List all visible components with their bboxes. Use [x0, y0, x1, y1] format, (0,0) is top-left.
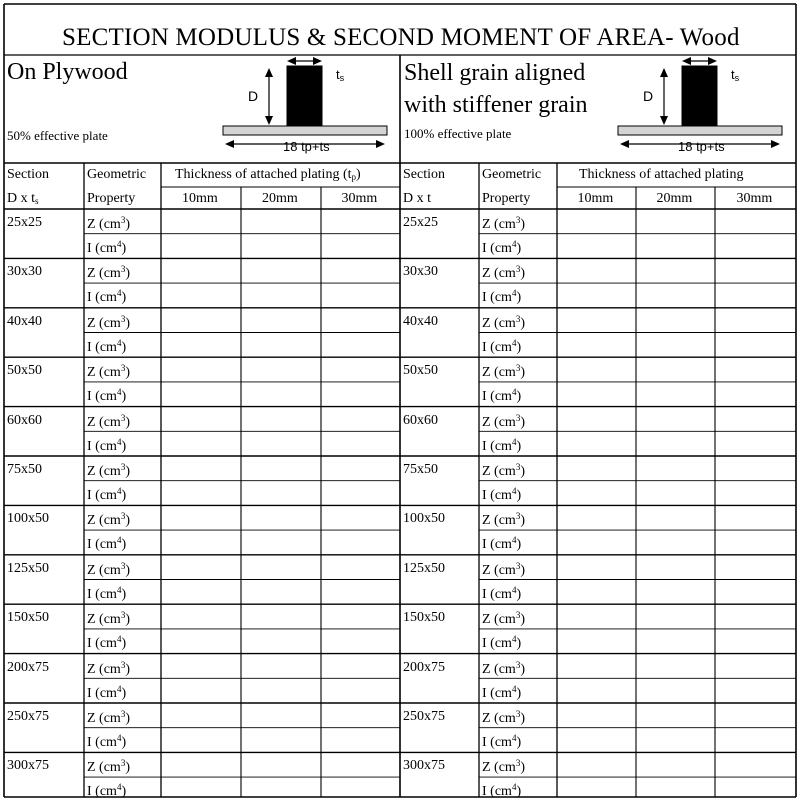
left-thickness-col-1: 10mm	[182, 191, 218, 206]
left-ts-arrow-left	[287, 57, 296, 65]
left-plate-shape	[223, 126, 387, 135]
left-section-label: 200x75	[7, 659, 49, 675]
right-property-z: Z $(cm^3)$	[482, 659, 525, 677]
right-property-z: Z $(cm^3)$	[482, 560, 525, 578]
right-property-z: Z $(cm^3)$	[482, 412, 525, 430]
left-section-label: 300x75	[7, 758, 49, 774]
right-property-i: I $(cm^4)$	[482, 486, 522, 503]
right-panel-heading-line2: with stiffener grain	[404, 92, 588, 118]
left-col-property-header-2: Property	[87, 191, 136, 206]
right-section-label: 300x75	[403, 758, 445, 774]
right-property-z: Z $(cm^3)$	[482, 363, 525, 381]
left-property-i: I $(cm^4)$	[87, 288, 127, 306]
left-section-label: 125x50	[7, 560, 49, 576]
right-width-label: 18 tp+ts	[678, 139, 725, 154]
right-property-i: I $(cm^4)$	[482, 733, 522, 750]
right-thickness-header: Thickness of attached plating	[579, 167, 744, 182]
left-width-label: 18 tp+ts	[283, 139, 330, 154]
left-stiffener-shape	[287, 66, 322, 126]
left-property-i: I $(cm^4)$	[87, 239, 127, 256]
right-thickness-col-2: 20mm	[656, 191, 693, 206]
left-property-i: I $(cm^4)$	[87, 584, 127, 602]
left-property-z: Z $(cm^3)$	[87, 462, 130, 479]
left-property-i: I $(cm^4)$	[87, 337, 127, 355]
right-width-arrow-right	[771, 140, 780, 148]
left-property-i: I $(cm^4)$	[87, 683, 127, 701]
left-col-section-header-2: D x $t_s$	[7, 191, 39, 206]
page-title: SECTION MODULUS & SECOND MOMENT OF AREA- Wood	[62, 24, 740, 51]
right-col-section-header-2: D x t	[403, 191, 431, 206]
right-thickness-col-3: 30mm	[736, 191, 773, 206]
left-section-label: 30x30	[7, 264, 42, 280]
left-property-i: I $(cm^4)$	[87, 782, 127, 800]
left-property-i: I $(cm^4)$	[87, 436, 127, 454]
left-thickness-col-3: 30mm	[341, 191, 378, 206]
left-property-z: Z $(cm^3)$	[87, 412, 130, 430]
left-width-arrow-right	[376, 140, 385, 148]
left-section-label: 40x40	[7, 313, 42, 329]
right-section-label: 100x50	[403, 511, 445, 527]
left-property-i: I $(cm^4)$	[87, 486, 127, 503]
right-section-label: 150x50	[403, 610, 445, 626]
right-property-i: I $(cm^4)$	[482, 683, 522, 701]
right-width-arrow-left	[620, 140, 629, 148]
left-property-i: I $(cm^4)$	[87, 634, 127, 652]
left-panel-heading: On Plywood	[7, 59, 128, 85]
right-depth-arrow-down	[660, 116, 668, 125]
right-property-z: Z $(cm^3)$	[482, 215, 525, 232]
right-section-label: 125x50	[403, 560, 445, 576]
right-stiffener-shape	[682, 66, 717, 126]
right-property-i: I $(cm^4)$	[482, 782, 522, 800]
left-property-z: Z $(cm^3)$	[87, 610, 130, 628]
left-section-label: 50x50	[7, 363, 42, 379]
left-property-i: I $(cm^4)$	[87, 535, 127, 553]
right-property-z: Z $(cm^3)$	[482, 264, 525, 282]
right-panel-heading-line1: Shell grain aligned	[404, 60, 586, 86]
left-section-label: 60x60	[7, 412, 42, 428]
left-width-arrow-left	[225, 140, 234, 148]
right-section-label: 75x50	[403, 462, 438, 477]
right-thickness-label: $t_s$	[731, 67, 740, 83]
left-section-label: 100x50	[7, 511, 49, 527]
right-property-z: Z $(cm^3)$	[482, 709, 525, 726]
left-property-i: I $(cm^4)$	[87, 387, 127, 405]
right-property-i: I $(cm^4)$	[482, 239, 522, 256]
right-effective-plate: 100% effective plate	[404, 126, 512, 141]
right-section-label: 30x30	[403, 264, 438, 280]
right-property-z: Z $(cm^3)$	[482, 462, 525, 479]
left-section-label: 75x50	[7, 462, 42, 477]
left-effective-plate: 50% effective plate	[7, 128, 108, 143]
left-ts-arrow-right	[313, 57, 322, 65]
right-property-i: I $(cm^4)$	[482, 584, 522, 602]
right-col-property-header-2: Property	[482, 191, 531, 206]
right-property-i: I $(cm^4)$	[482, 634, 522, 652]
left-section-label: 250x75	[7, 709, 49, 724]
left-section-label: 25x25	[7, 215, 42, 230]
left-property-i: I $(cm^4)$	[87, 733, 127, 750]
left-property-z: Z $(cm^3)$	[87, 560, 130, 578]
right-depth-arrow-up	[660, 68, 668, 77]
right-section-label: 25x25	[403, 215, 438, 230]
right-ts-arrow-right	[708, 57, 717, 65]
left-depth-label: D	[248, 88, 259, 104]
right-depth-label: D	[643, 88, 654, 104]
right-section-label: 200x75	[403, 659, 445, 675]
left-thickness-header: Thickness of attached plating $(t_p)$	[175, 167, 361, 182]
right-property-z: Z $(cm^3)$	[482, 313, 525, 331]
left-property-z: Z $(cm^3)$	[87, 511, 130, 529]
left-property-z: Z $(cm^3)$	[87, 709, 130, 726]
right-property-i: I $(cm^4)$	[482, 288, 522, 306]
left-property-z: Z $(cm^3)$	[87, 659, 130, 677]
right-property-i: I $(cm^4)$	[482, 436, 522, 454]
left-depth-arrow-up	[265, 68, 273, 77]
left-section-label: 150x50	[7, 610, 49, 626]
left-property-z: Z $(cm^3)$	[87, 215, 130, 232]
right-ts-arrow-left	[682, 57, 691, 65]
right-col-property-header: Geometric	[482, 167, 542, 182]
left-depth-arrow-down	[265, 116, 273, 125]
left-col-property-header: Geometric	[87, 167, 147, 182]
right-section-label: 250x75	[403, 709, 445, 724]
right-plate-shape	[618, 126, 782, 135]
left-property-z: Z $(cm^3)$	[87, 313, 130, 331]
right-section-label: 60x60	[403, 412, 438, 428]
right-col-section-header: Section	[403, 167, 445, 182]
left-property-z: Z $(cm^3)$	[87, 758, 130, 776]
left-thickness-label: $t_s$	[336, 67, 345, 83]
right-property-z: Z $(cm^3)$	[482, 511, 525, 529]
left-property-z: Z $(cm^3)$	[87, 264, 130, 282]
left-property-z: Z $(cm^3)$	[87, 363, 130, 381]
left-col-section-header: Section	[7, 167, 49, 182]
left-thickness-col-2: 20mm	[262, 191, 298, 206]
right-thickness-col-1: 10mm	[577, 191, 614, 206]
right-property-i: I $(cm^4)$	[482, 337, 522, 355]
right-property-i: I $(cm^4)$	[482, 387, 522, 405]
right-property-z: Z $(cm^3)$	[482, 610, 525, 628]
right-section-label: 50x50	[403, 363, 438, 379]
right-property-z: Z $(cm^3)$	[482, 758, 525, 776]
right-property-i: I $(cm^4)$	[482, 535, 522, 553]
right-section-label: 40x40	[403, 313, 438, 329]
